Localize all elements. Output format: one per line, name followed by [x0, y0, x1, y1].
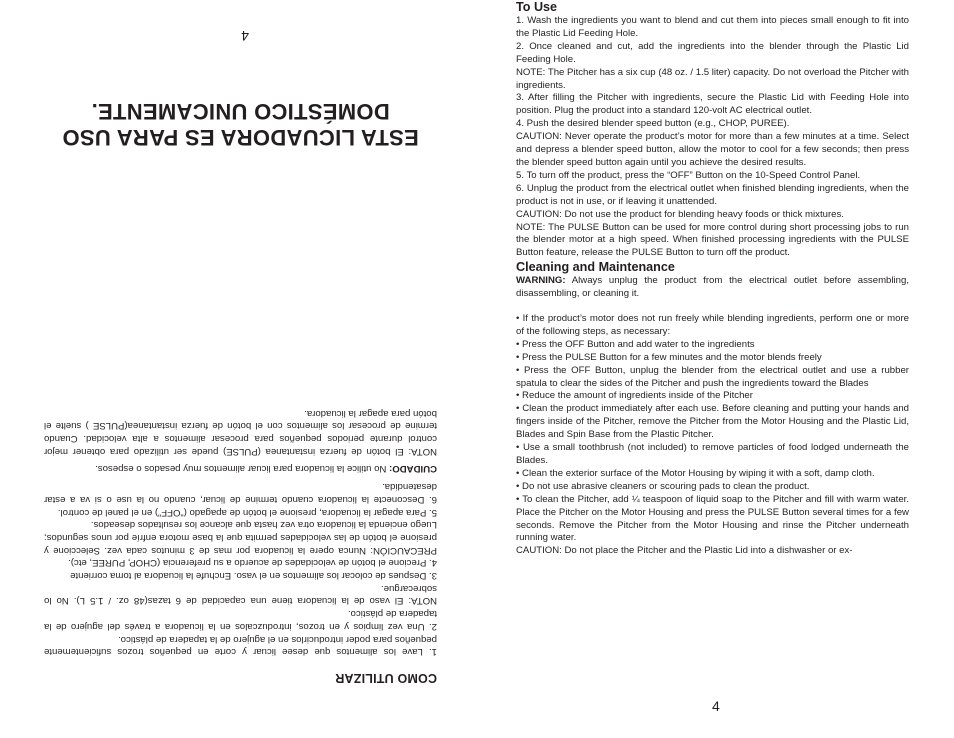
cleaning-caution: CAUTION: Do not place the Pitcher and the Plastic Lid into a dishwasher or ex-	[516, 545, 853, 557]
to-use-note: NOTE: The PULSE Button can be used for more control during short processing jobs to run the blender motor at a high speed. When finished processing ingredients with the PULSE Button feature, release the PULSE Button to turn off the product.	[516, 221, 909, 259]
to-use-step: 3. After filling the Pitcher with ingredients, secure the Plastic Lid with Feeding Hole into position. Plug the product into a standard 120-volt AC electrical outlet.	[516, 92, 909, 117]
spanish-step: 6. Desconecte la licuadora cuando termine de licuar, cuando no la use o si va a estar desatendida.	[44, 481, 437, 505]
to-use-heading: To Use	[516, 0, 558, 14]
spanish-caution: PRECAUCIÓN: Nunca opere la licuadora por mas de 3 minutos cada vez. Seleccione y presione el botón de las velocidades permita que la base motora enfríe por unos segundos; Luego encienda la licuadora otra vez hasta que alcance los resultados deseados.	[44, 519, 437, 556]
to-use-step: 5. To turn off the product, press the “OFF” Button on the 10-Speed Control Panel.	[516, 169, 861, 181]
spanish-section-title: COMO UTILIZAR	[335, 671, 437, 685]
cleaning-bullet: • Press the PULSE Button for a few minutes and the motor blends freely	[516, 351, 822, 363]
cleaning-warning	[516, 275, 909, 301]
spanish-step: 2. Una vez limpios y en trozos, introduzcalos en la licuadora a través del agujero de la tapadera de plástico.	[44, 608, 437, 632]
to-use-step: 4. Push the desired blender speed button (e.g., CHOP, PUREE).	[516, 118, 790, 130]
spanish-notice-line: DOMÉSTICO UNICAMENTE.	[91, 99, 390, 124]
spanish-warning-text: No utilice la licuadora para licuar alimentos muy pesados o espesos.	[95, 463, 390, 475]
spanish-step: 5. Para apagar la licuadora, presione el botón de apagado (“OFF”) en el panel de control.	[57, 506, 437, 518]
spanish-notice-line: ESTA LICUADORA ES PARA USO	[62, 125, 419, 150]
to-use-note: NOTE: The Pitcher has a six cup (48 oz. / 1.5 liter) capacity. Do not overload the Pitcher with ingredients.	[516, 66, 909, 91]
spanish-pulse-note: NOTA: El botón de fuerza instantanea (PULSE) puede ser utilizado para obtener mejor control durante periodos pequeños para procesar alimentos a alta velocidad. Cuando termine de procesar los alimentos con el botón de fuerza instantanea(PULSE ) suelte el botón para apagar la licuadora.	[44, 407, 437, 457]
to-use-step: 1. Wash the ingredients you want to blend and cut them into pieces small enough to fit into the Plastic Lid Feeding Hole.	[516, 15, 909, 39]
cleaning-bullet: • To clean the Pitcher, add ¼ teaspoon of liquid soap to the Pitcher and fill with warm water. Place the Pitcher on the Motor Housing and press the PULSE Button several times for a few seconds. Remove the Pitcher from the Motor Housing and rinse the Pitcher underneath running water.	[516, 493, 909, 544]
spanish-step: 1. Lave los alimentos que desee licuar y corte en pequeños trozos suficientemente pequeños para poder introducirlos en el agujero de la tapadera de plástico.	[44, 633, 437, 658]
spanish-note: NOTA: El vaso de la licuadora tiene una capacidad de 6 tazas(48 oz. / 1.5 L). No lo sobrecargue.	[44, 582, 437, 607]
english-page-number: 4	[712, 698, 720, 714]
cleaning-bullet: • Press the OFF Button, unplug the blender from the electrical outlet and use a rubber spatula to clear the sides of the Pitcher and push the ingredients toward the Blades	[516, 364, 909, 389]
spanish-warning	[44, 462, 437, 475]
to-use-step: 6. Unplug the product from the electrical outlet when finished blending ingredients, when the product is not in use, or if leaving it unattended.	[516, 182, 909, 207]
warning-label: WARNING:	[516, 275, 566, 287]
spanish-household-notice	[44, 98, 437, 150]
to-use-step: 2. Once cleaned and cut, add the ingredients into the blender through the Plastic Lid Feeding Hole.	[516, 40, 909, 65]
cleaning-bullet: • Use a small toothbrush (not included) to remove particles of food lodged underneath the Blades.	[516, 442, 909, 466]
cleaning-bullet: • Press the OFF Button and add water to the ingredients	[516, 338, 755, 350]
cleaning-bullet: • If the product’s motor does not run freely while blending ingredients, perform one or more of the following steps, as necessary:	[516, 313, 909, 337]
to-use-caution: CAUTION: Never operate the product’s motor for more than a few minutes at a time. Select and depress a blender speed button, allow the motor to cool for a few seconds; then press the blender speed button again until you achieve the desired results.	[516, 131, 909, 168]
spanish-step: 3. Despues de colocar los alimentos en el vaso. Enchufe la licuadora al toma corriente	[70, 570, 437, 582]
cleaning-bullet: • Clean the exterior surface of the Motor Housing by wiping it with a soft, damp cloth.	[516, 467, 875, 479]
spanish-step: 4. Precione el botón de velocidades de acuerdo a su preferencia (CHOP, PUREE, etc).	[68, 557, 437, 569]
cleaning-bullet: • Do not use abrasive cleaners or scouring pads to clean the product.	[516, 480, 810, 492]
cleaning-bullet: • Reduce the amount of ingredients inside of the Pitcher	[516, 390, 753, 402]
to-use-caution: CAUTION: Do not use the product for blending heavy foods or thick mixtures.	[516, 208, 844, 220]
spanish-page-number: 4	[241, 28, 249, 44]
spanish-instructions	[44, 406, 437, 684]
warning-text: Always unplug the product from the electrical outlet before assembling, disassembling, or cleaning it.	[516, 275, 909, 300]
cleaning-bullet: • Clean the product immediately after each use. Before cleaning and putting your hands and fingers inside of the Pitcher, remove the Pitcher from the Motor Housing and the Plastic Lid, Blades and Spin Base from the Plastic Pitcher.	[516, 403, 909, 441]
english-page	[516, 0, 909, 738]
spanish-warning-label: CUIDADO:	[389, 463, 437, 475]
cleaning-heading: Cleaning and Maintenance	[516, 260, 675, 275]
